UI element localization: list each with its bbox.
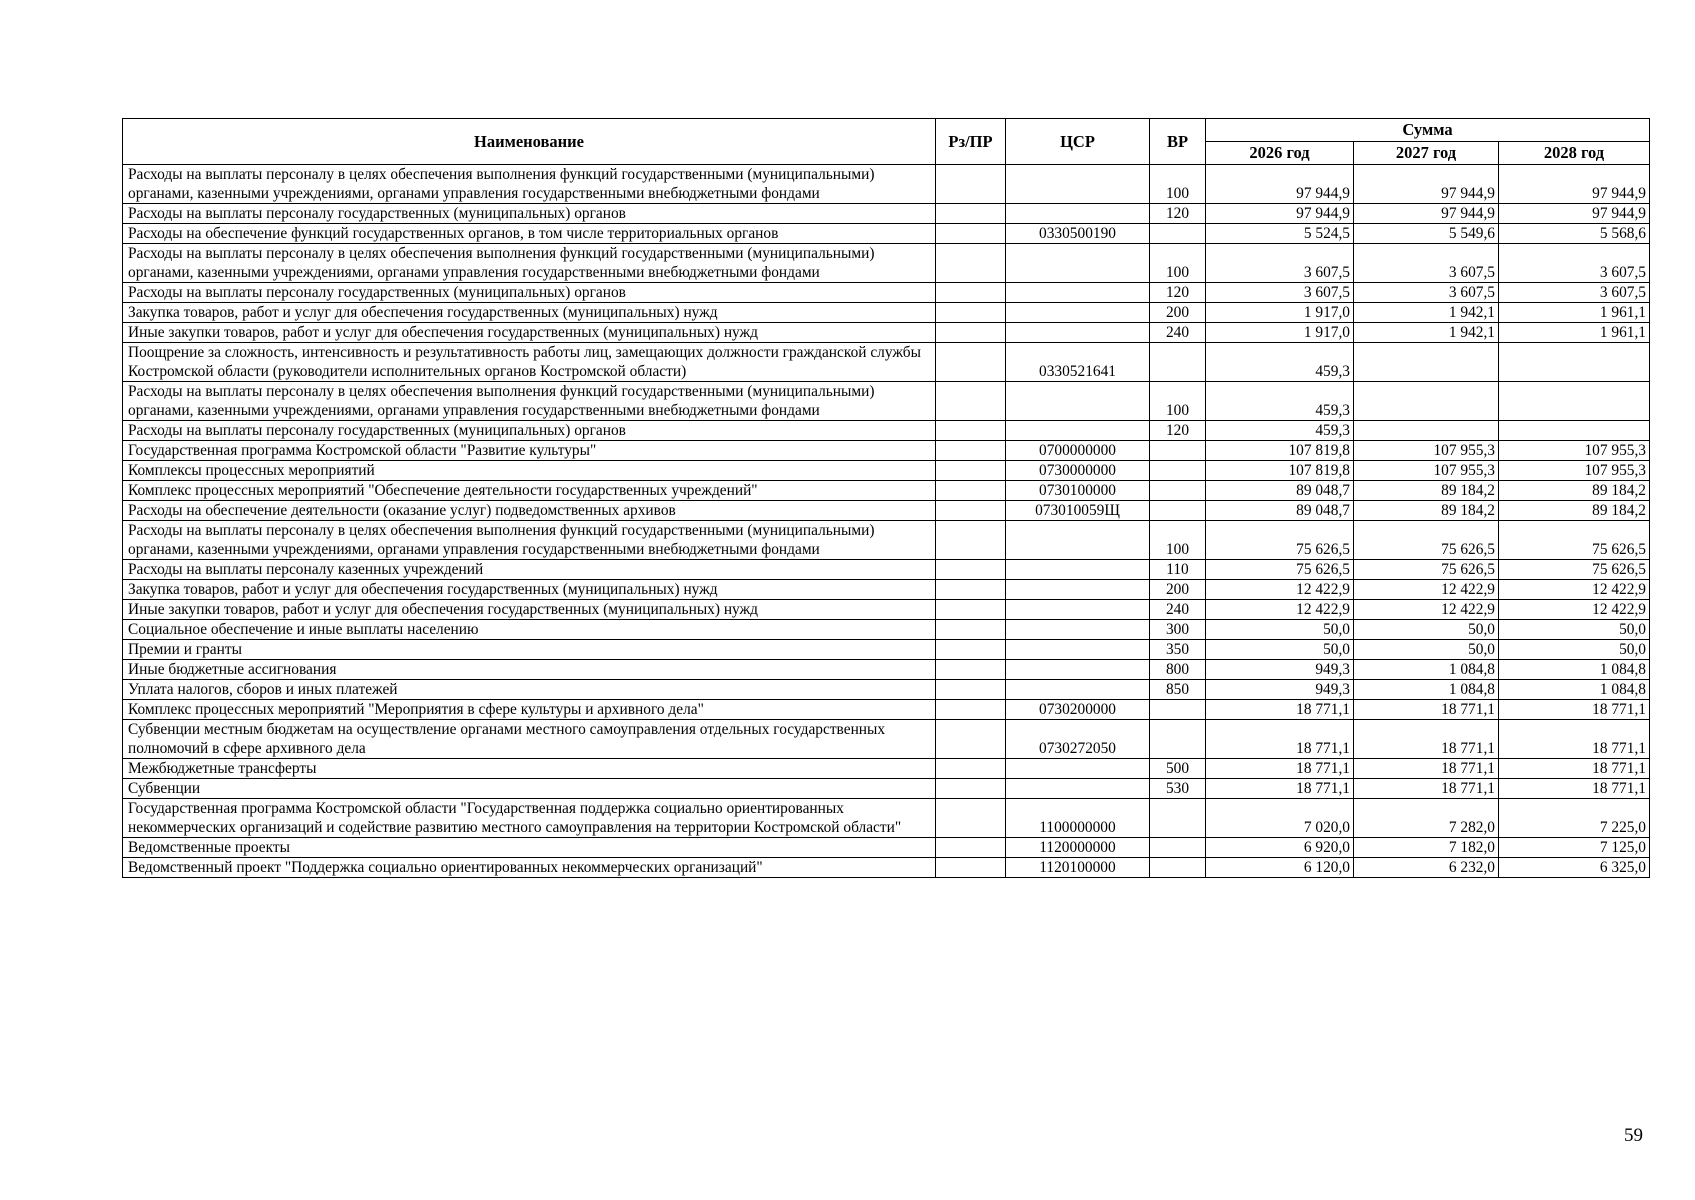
row-vr: 100 [1150, 165, 1206, 204]
row-name: Расходы на обеспечение функций государственных органов, в том числе территориальных органов [123, 224, 936, 244]
row-rzpr [936, 838, 1006, 858]
row-sum-2026: 50,0 [1206, 640, 1354, 660]
row-name: Ведомственные проекты [123, 838, 936, 858]
row-sum-2027: 89 184,2 [1354, 501, 1499, 521]
row-sum-2027: 50,0 [1354, 640, 1499, 660]
table-row [123, 283, 1650, 303]
row-csr [1006, 620, 1150, 640]
row-sum-2026: 107 819,8 [1206, 441, 1354, 461]
row-name: Расходы на выплаты персоналу в целях обеспечения выполнения функций государственными (муниципальными) органами, казенными учреждениями, органами управления государственными внебюджетными фондами [123, 521, 936, 560]
row-sum-2027 [1354, 343, 1499, 382]
row-vr [1150, 858, 1206, 878]
row-sum-2026: 12 422,9 [1206, 600, 1354, 620]
row-name: Расходы на обеспечение деятельности (оказание услуг) подведомственных архивов [123, 501, 936, 521]
row-csr [1006, 580, 1150, 600]
table-row [123, 858, 1650, 878]
row-csr [1006, 600, 1150, 620]
row-vr: 240 [1150, 600, 1206, 620]
row-sum-2028: 107 955,3 [1499, 461, 1650, 481]
row-csr: 0730000000 [1006, 461, 1150, 481]
table-row [123, 461, 1650, 481]
row-sum-2027: 6 232,0 [1354, 858, 1499, 878]
row-name: Уплата налогов, сборов и иных платежей [123, 680, 936, 700]
row-rzpr [936, 204, 1006, 224]
row-sum-2027: 75 626,5 [1354, 521, 1499, 560]
row-vr [1150, 343, 1206, 382]
table-row [123, 779, 1650, 799]
row-rzpr [936, 303, 1006, 323]
row-csr: 0700000000 [1006, 441, 1150, 461]
row-rzpr [936, 481, 1006, 501]
row-rzpr [936, 283, 1006, 303]
row-sum-2026: 459,3 [1206, 421, 1354, 441]
row-sum-2026: 459,3 [1206, 382, 1354, 421]
row-sum-2028: 1 961,1 [1499, 303, 1650, 323]
row-vr: 100 [1150, 382, 1206, 421]
header-csr: ЦСР [1006, 119, 1150, 165]
row-name: Закупка товаров, работ и услуг для обеспечения государственных (муниципальных) нужд [123, 303, 936, 323]
row-sum-2028: 7 125,0 [1499, 838, 1650, 858]
row-sum-2027: 18 771,1 [1354, 759, 1499, 779]
row-name: Расходы на выплаты персоналу государственных (муниципальных) органов [123, 283, 936, 303]
row-sum-2028: 18 771,1 [1499, 759, 1650, 779]
row-sum-2027: 75 626,5 [1354, 560, 1499, 580]
row-name: Государственная программа Костромской области "Государственная поддержка социально ориентированных некоммерческих организаций и содействие развитию местного самоуправления на территории Костромской области" [123, 799, 936, 838]
row-rzpr [936, 640, 1006, 660]
row-name: Закупка товаров, работ и услуг для обеспечения государственных (муниципальных) нужд [123, 580, 936, 600]
row-rzpr [936, 165, 1006, 204]
row-sum-2026: 18 771,1 [1206, 700, 1354, 720]
row-csr [1006, 421, 1150, 441]
row-rzpr [936, 343, 1006, 382]
row-csr [1006, 244, 1150, 283]
row-sum-2026: 18 771,1 [1206, 759, 1354, 779]
row-name: Премии и гранты [123, 640, 936, 660]
row-rzpr [936, 580, 1006, 600]
row-sum-2027: 3 607,5 [1354, 244, 1499, 283]
header-vr: ВР [1150, 119, 1206, 165]
row-sum-2027: 107 955,3 [1354, 441, 1499, 461]
row-sum-2028: 97 944,9 [1499, 165, 1650, 204]
row-sum-2026: 18 771,1 [1206, 779, 1354, 799]
row-name: Комплексы процессных мероприятий [123, 461, 936, 481]
row-vr: 120 [1150, 283, 1206, 303]
row-sum-2028: 18 771,1 [1499, 779, 1650, 799]
row-sum-2026: 75 626,5 [1206, 560, 1354, 580]
row-sum-2028 [1499, 382, 1650, 421]
row-sum-2026: 12 422,9 [1206, 580, 1354, 600]
row-vr: 120 [1150, 204, 1206, 224]
row-sum-2026: 3 607,5 [1206, 244, 1354, 283]
row-sum-2026: 6 920,0 [1206, 838, 1354, 858]
table-row [123, 560, 1650, 580]
table-row [123, 620, 1650, 640]
row-csr [1006, 660, 1150, 680]
row-name: Социальное обеспечение и иные выплаты населению [123, 620, 936, 640]
row-vr: 350 [1150, 640, 1206, 660]
row-rzpr [936, 382, 1006, 421]
row-vr: 850 [1150, 680, 1206, 700]
row-name: Иные закупки товаров, работ и услуг для обеспечения государственных (муниципальных) нужд [123, 600, 936, 620]
row-rzpr [936, 858, 1006, 878]
row-csr: 0330521641 [1006, 343, 1150, 382]
row-sum-2026: 6 120,0 [1206, 858, 1354, 878]
row-sum-2027: 1 084,8 [1354, 660, 1499, 680]
row-rzpr [936, 759, 1006, 779]
table-row [123, 501, 1650, 521]
row-csr [1006, 560, 1150, 580]
row-csr: 0330500190 [1006, 224, 1150, 244]
row-vr [1150, 501, 1206, 521]
row-csr [1006, 323, 1150, 343]
row-rzpr [936, 323, 1006, 343]
row-rzpr [936, 620, 1006, 640]
row-csr: 1120000000 [1006, 838, 1150, 858]
row-sum-2027: 18 771,1 [1354, 720, 1499, 759]
table-row [123, 660, 1650, 680]
row-rzpr [936, 779, 1006, 799]
row-rzpr [936, 560, 1006, 580]
table-row [123, 759, 1650, 779]
table-row [123, 680, 1650, 700]
row-name: Ведомственный проект "Поддержка социально ориентированных некоммерческих организаций" [123, 858, 936, 878]
row-name: Комплекс процессных мероприятий "Мероприятия в сфере культуры и архивного дела" [123, 700, 936, 720]
row-csr [1006, 759, 1150, 779]
table-row [123, 204, 1650, 224]
row-sum-2028: 18 771,1 [1499, 720, 1650, 759]
row-sum-2027: 1 942,1 [1354, 303, 1499, 323]
header-2027: 2027 год [1354, 142, 1499, 165]
row-name: Комплекс процессных мероприятий "Обеспечение деятельности государственных учреждений" [123, 481, 936, 501]
row-csr: 073010059Щ [1006, 501, 1150, 521]
row-vr: 200 [1150, 580, 1206, 600]
row-sum-2026: 97 944,9 [1206, 204, 1354, 224]
row-vr [1150, 224, 1206, 244]
row-rzpr [936, 720, 1006, 759]
row-sum-2028: 1 084,8 [1499, 680, 1650, 700]
row-sum-2028: 1 084,8 [1499, 660, 1650, 680]
table-row [123, 481, 1650, 501]
row-csr: 0730272050 [1006, 720, 1150, 759]
row-sum-2028: 3 607,5 [1499, 244, 1650, 283]
row-sum-2028: 89 184,2 [1499, 481, 1650, 501]
table-row [123, 224, 1650, 244]
row-sum-2028: 7 225,0 [1499, 799, 1650, 838]
row-csr: 0730200000 [1006, 700, 1150, 720]
row-vr [1150, 838, 1206, 858]
row-vr: 240 [1150, 323, 1206, 343]
row-sum-2028: 5 568,6 [1499, 224, 1650, 244]
row-rzpr [936, 501, 1006, 521]
row-rzpr [936, 421, 1006, 441]
row-vr: 500 [1150, 759, 1206, 779]
row-name: Поощрение за сложность, интенсивность и результативность работы лиц, замещающих должности гражданской службы Костромской области (руководители исполнительных органов Костромской области) [123, 343, 936, 382]
row-vr: 100 [1150, 521, 1206, 560]
row-csr: 1100000000 [1006, 799, 1150, 838]
row-name: Расходы на выплаты персоналу казенных учреждений [123, 560, 936, 580]
row-sum-2028: 18 771,1 [1499, 700, 1650, 720]
row-sum-2026: 89 048,7 [1206, 481, 1354, 501]
row-vr [1150, 799, 1206, 838]
row-sum-2026: 1 917,0 [1206, 303, 1354, 323]
row-rzpr [936, 799, 1006, 838]
row-sum-2028: 1 961,1 [1499, 323, 1650, 343]
row-sum-2026: 459,3 [1206, 343, 1354, 382]
row-csr: 0730100000 [1006, 481, 1150, 501]
row-sum-2026: 7 020,0 [1206, 799, 1354, 838]
table-row [123, 720, 1650, 759]
table-row [123, 600, 1650, 620]
row-sum-2028: 107 955,3 [1499, 441, 1650, 461]
row-sum-2027 [1354, 382, 1499, 421]
row-sum-2026: 949,3 [1206, 680, 1354, 700]
row-csr [1006, 204, 1150, 224]
header-sum: Сумма [1206, 119, 1650, 142]
row-csr [1006, 382, 1150, 421]
table-row [123, 244, 1650, 283]
table-row [123, 343, 1650, 382]
table-row [123, 521, 1650, 560]
row-sum-2027: 50,0 [1354, 620, 1499, 640]
row-sum-2026: 107 819,8 [1206, 461, 1354, 481]
row-sum-2028: 12 422,9 [1499, 600, 1650, 620]
row-sum-2027: 97 944,9 [1354, 204, 1499, 224]
row-sum-2028 [1499, 343, 1650, 382]
row-sum-2026: 75 626,5 [1206, 521, 1354, 560]
row-rzpr [936, 660, 1006, 680]
row-vr [1150, 481, 1206, 501]
row-sum-2027: 1 942,1 [1354, 323, 1499, 343]
row-sum-2026: 1 917,0 [1206, 323, 1354, 343]
header-2028: 2028 год [1499, 142, 1650, 165]
row-csr [1006, 521, 1150, 560]
table-row [123, 441, 1650, 461]
row-sum-2026: 5 524,5 [1206, 224, 1354, 244]
row-sum-2027: 18 771,1 [1354, 779, 1499, 799]
row-vr: 100 [1150, 244, 1206, 283]
row-sum-2026: 949,3 [1206, 660, 1354, 680]
row-csr [1006, 283, 1150, 303]
table-row [123, 799, 1650, 838]
row-sum-2028: 12 422,9 [1499, 580, 1650, 600]
row-sum-2028: 50,0 [1499, 640, 1650, 660]
row-sum-2027: 3 607,5 [1354, 283, 1499, 303]
row-sum-2028: 89 184,2 [1499, 501, 1650, 521]
row-sum-2027: 1 084,8 [1354, 680, 1499, 700]
header-rzpr: Рз/ПР [936, 119, 1006, 165]
row-sum-2026: 97 944,9 [1206, 165, 1354, 204]
row-sum-2028: 3 607,5 [1499, 283, 1650, 303]
row-vr: 110 [1150, 560, 1206, 580]
row-vr [1150, 700, 1206, 720]
row-sum-2027: 7 282,0 [1354, 799, 1499, 838]
table-row [123, 580, 1650, 600]
table-row [123, 382, 1650, 421]
row-sum-2028: 6 325,0 [1499, 858, 1650, 878]
row-rzpr [936, 244, 1006, 283]
row-vr: 120 [1150, 421, 1206, 441]
row-sum-2027 [1354, 421, 1499, 441]
row-name: Субвенции местным бюджетам на осуществление органами местного самоуправления отдельных государственных полномочий в сфере архивного дела [123, 720, 936, 759]
budget-table [122, 118, 1650, 878]
row-csr: 1120100000 [1006, 858, 1150, 878]
row-name: Расходы на выплаты персоналу в целях обеспечения выполнения функций государственными (муниципальными) органами, казенными учреждениями, органами управления государственными внебюджетными фондами [123, 382, 936, 421]
row-vr [1150, 720, 1206, 759]
row-sum-2026: 18 771,1 [1206, 720, 1354, 759]
header-name: Наименование [123, 119, 936, 165]
row-rzpr [936, 521, 1006, 560]
row-name: Расходы на выплаты персоналу в целях обеспечения выполнения функций государственными (муниципальными) органами, казенными учреждениями, органами управления государственными внебюджетными фондами [123, 244, 936, 283]
table-row [123, 700, 1650, 720]
table-body [123, 165, 1650, 878]
row-csr [1006, 640, 1150, 660]
table-row [123, 165, 1650, 204]
row-csr [1006, 680, 1150, 700]
row-rzpr [936, 700, 1006, 720]
header-2026: 2026 год [1206, 142, 1354, 165]
row-sum-2027: 12 422,9 [1354, 600, 1499, 620]
row-sum-2027: 107 955,3 [1354, 461, 1499, 481]
row-sum-2027: 12 422,9 [1354, 580, 1499, 600]
row-vr [1150, 461, 1206, 481]
row-rzpr [936, 461, 1006, 481]
row-name: Расходы на выплаты персоналу государственных (муниципальных) органов [123, 421, 936, 441]
row-rzpr [936, 224, 1006, 244]
row-name: Иные бюджетные ассигнования [123, 660, 936, 680]
row-sum-2026: 89 048,7 [1206, 501, 1354, 521]
row-vr [1150, 441, 1206, 461]
page-number: 59 [1624, 1125, 1643, 1146]
table-row [123, 640, 1650, 660]
row-name: Государственная программа Костромской области "Развитие культуры" [123, 441, 936, 461]
row-sum-2027: 89 184,2 [1354, 481, 1499, 501]
row-sum-2028: 50,0 [1499, 620, 1650, 640]
row-sum-2027: 7 182,0 [1354, 838, 1499, 858]
table-row [123, 421, 1650, 441]
row-sum-2028: 75 626,5 [1499, 560, 1650, 580]
table-row [123, 303, 1650, 323]
table-row [123, 838, 1650, 858]
row-sum-2026: 50,0 [1206, 620, 1354, 640]
row-sum-2027: 5 549,6 [1354, 224, 1499, 244]
row-sum-2028: 97 944,9 [1499, 204, 1650, 224]
row-sum-2027: 97 944,9 [1354, 165, 1499, 204]
row-vr: 800 [1150, 660, 1206, 680]
row-name: Межбюджетные трансферты [123, 759, 936, 779]
table-row [123, 323, 1650, 343]
row-csr [1006, 303, 1150, 323]
row-name: Иные закупки товаров, работ и услуг для обеспечения государственных (муниципальных) нужд [123, 323, 936, 343]
row-name: Субвенции [123, 779, 936, 799]
row-rzpr [936, 441, 1006, 461]
row-sum-2027: 18 771,1 [1354, 700, 1499, 720]
row-sum-2028: 75 626,5 [1499, 521, 1650, 560]
row-vr: 530 [1150, 779, 1206, 799]
row-sum-2028 [1499, 421, 1650, 441]
row-vr: 300 [1150, 620, 1206, 640]
row-name: Расходы на выплаты персоналу в целях обеспечения выполнения функций государственными (муниципальными) органами, казенными учреждениями, органами управления государственными внебюджетными фондами [123, 165, 936, 204]
row-vr: 200 [1150, 303, 1206, 323]
row-rzpr [936, 600, 1006, 620]
row-rzpr [936, 680, 1006, 700]
row-csr [1006, 779, 1150, 799]
row-name: Расходы на выплаты персоналу государственных (муниципальных) органов [123, 204, 936, 224]
row-sum-2026: 3 607,5 [1206, 283, 1354, 303]
row-csr [1006, 165, 1150, 204]
